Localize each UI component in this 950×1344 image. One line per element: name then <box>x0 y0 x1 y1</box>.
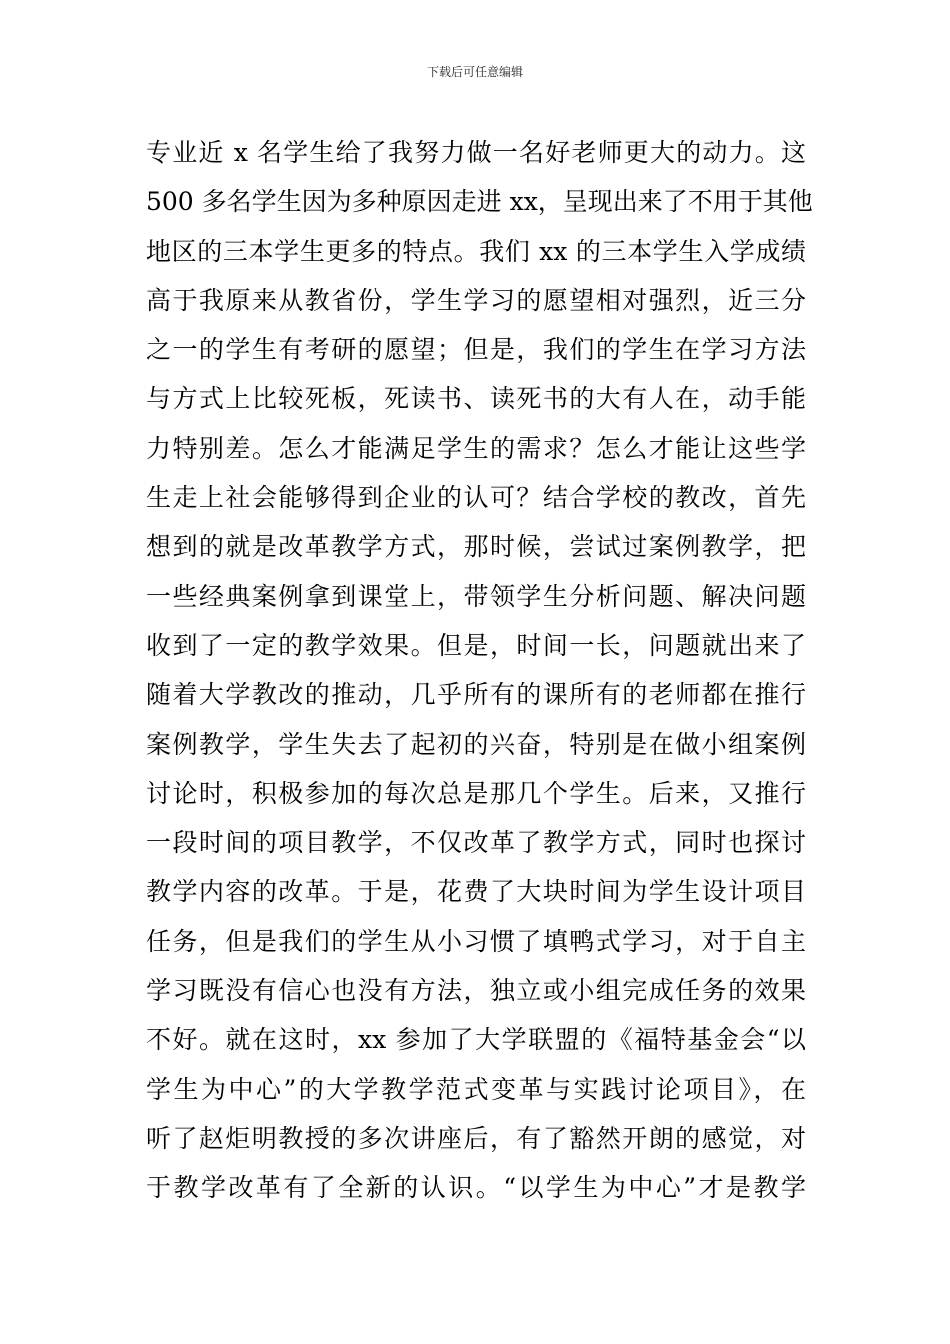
text-line: 任务，但是我们的学生从小习惯了填鸭式学习，对于自主 <box>146 926 806 956</box>
text-line: 案例教学，学生失去了起初的兴奋，特别是在做小组案例 <box>146 729 806 759</box>
text-line: 力特别差。怎么才能满足学生的需求？怎么才能让这些学 <box>146 433 806 463</box>
text-line: 与方式上比较死板，死读书、读死书的大有人在，动手能 <box>146 384 806 414</box>
text-line: 学生为中心”的大学教学范式变革与实践讨论项目》，在 <box>146 1074 806 1104</box>
text-line: 讨论时，积极参加的每次总是那几个学生。后来，又推行 <box>146 778 806 808</box>
text-line: 一段时间的项目教学，不仅改革了教学方式，同时也探讨 <box>146 828 806 858</box>
text-line: 想到的就是改革教学方式，那时候，尝试过案例教学，把 <box>146 532 806 562</box>
text-line: 一些经典案例拿到课堂上，带领学生分析问题、解决问题 <box>146 581 806 611</box>
text-line: 教学内容的改革。于是，花费了大块时间为学生设计项目 <box>146 877 806 907</box>
text-line: 高于我原来从教省份，学生学习的愿望相对强烈，近三分 <box>146 285 806 315</box>
text-line: 生走上社会能够得到企业的认可？结合学校的教改，首先 <box>146 483 806 513</box>
text-line: 之一的学生有考研的愿望；但是，我们的学生在学习方法 <box>146 335 806 365</box>
page-header: 下载后可任意编辑 <box>426 65 523 79</box>
text-line: 收到了一定的教学效果。但是，时间一长，问题就出来了 <box>146 630 806 660</box>
text-line: 不好。就在这时，xx 参加了大学联盟的《福特基金会“以 <box>146 1025 806 1055</box>
body-text <box>146 128 813 1213</box>
text-line: 500 多名学生因为多种原因走进 xx，呈现出来了不用于其他 <box>146 187 813 217</box>
text-line: 地区的三本学生更多的特点。我们 xx 的三本学生入学成绩 <box>146 236 806 266</box>
text-line: 听了赵炬明教授的多次讲座后，有了豁然开朗的感觉，对 <box>146 1123 806 1153</box>
text-line: 于教学改革有了全新的认识。“以学生为中心”才是教学 <box>146 1173 806 1203</box>
text-line: 专业近 x 名学生给了我努力做一名好老师更大的动力。这 <box>146 138 806 167</box>
text-line: 随着大学教改的推动，几乎所有的课所有的老师都在推行 <box>146 680 806 710</box>
text-line: 学习既没有信心也没有方法，独立或小组完成任务的效果 <box>146 976 806 1006</box>
